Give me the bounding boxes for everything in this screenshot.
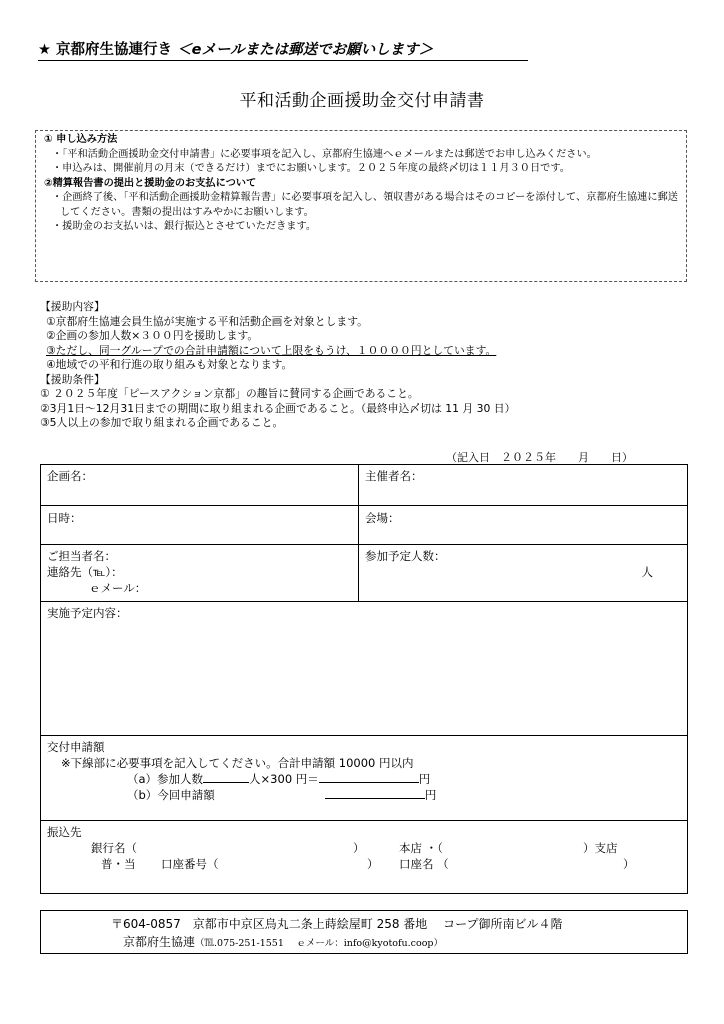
account-number-close: ） [367,857,379,871]
howto-heading-2: ②精算報告書の提出と援助金のお支払について [44,177,257,189]
account-type-label[interactable]: 普・当 [101,857,136,871]
footer-contact: （℡.075-251-1551 ｅメール：info@kyotofu.coop） [195,938,443,949]
notice-prefix: ★ 京都府生協連行き [38,42,178,58]
grant-b-yen: 円 [424,788,437,802]
footer-address: 〒604-0857 京都市中京区烏丸二条上蒔絵屋町 258 番地 コープ御所南ビル４階 [111,917,563,931]
contact-field[interactable] [41,545,358,601]
datetime-label: 日時： [47,511,82,525]
request-amount-blank[interactable] [325,787,425,799]
grant-heading: 交付申請額 [47,740,105,754]
bank-row-2 [47,856,683,872]
venue-field[interactable] [359,507,689,544]
support-condition-2: ②3月1日～12月31日までの期間に取り組まれる企画であること。（最終申込〆切は 11 月 30 日） [40,401,516,415]
howto-bullet-1: ・「平和活動企画援助金交付申請書」に必要事項を記入し、京都府生協連へｅメールまたは郵送でお申し込みください。 [52,148,597,160]
participant-count-blank[interactable] [203,771,249,783]
form-row-divider [41,505,687,506]
organizer-field[interactable] [359,465,689,505]
account-number-label[interactable]: 口座番号（ [161,857,219,871]
participants-unit: 人 [641,565,653,579]
account-name-close: ） [623,857,635,871]
howto-bullet-3: ・企画終了後、「平和活動企画援助金精算報告書」に必要事項を記入し、領収書がある場合はそのコピーを添付して、京都府生協連に郵送してください。書類の提出はすみやかにお願いします。 [52,192,678,218]
grant-a-yen: 円 [418,772,431,786]
application-instructions [35,130,687,282]
notice-method: ＜eメールまたは郵送でお願いします＞ [177,42,434,58]
calculated-amount-blank[interactable] [319,771,419,783]
venue-label: 会場： [365,511,400,525]
bank-name-close: ） [353,841,365,855]
support-details [40,300,700,431]
branch-label[interactable]: 本店 ・（ [399,841,443,855]
grant-a-label: （a）参加人数 [127,772,204,786]
bank-name-label[interactable]: 銀行名（ [91,841,137,855]
support-content-heading: 【援助内容】 [40,300,105,313]
support-content-3: ③ただし、同一グループでの合計申請額について上限をもうけ、１００００円としています。 [46,343,497,357]
support-content-1: ①京都府生協連会員生協が実施する平和活動企画を対象とします。 [46,314,368,328]
contact-email-label: ｅメール： [89,581,147,595]
plan-content-field[interactable] [41,602,689,735]
account-name-label[interactable]: 口座名 （ [399,857,449,871]
entry-date-field[interactable]: （記入日 ２０２５年 月 日） [446,451,633,464]
bank-row-1 [47,840,683,856]
grant-amount-section [41,736,689,820]
organizer-label: 主催者名： [365,469,423,483]
grant-b-label: （b）今回申請額 [127,788,215,802]
support-content-4: ④地域での平和行進の取り組みも対象となります。 [46,358,293,371]
page-title: 平和活動企画援助金交付申請書 [239,91,485,111]
application-form-table [40,464,688,894]
support-condition-3: ③5人以上の参加で取り組まれる企画であること。 [40,416,284,429]
datetime-field[interactable] [41,507,358,544]
howto-bullet-2: ・申込みは、開催前月の月末（できるだけ）までにお願いします。２０２５年度の最終〆切は１１月３０日です。 [52,163,570,174]
contact-person-label: ご担当者名： [47,549,116,563]
bank-heading: 振込先 [47,825,82,839]
participants-field[interactable] [359,545,689,601]
plan-name-field[interactable] [41,465,358,505]
footer-org: 京都府生協連 [123,935,196,949]
plan-content-label: 実施予定内容： [47,606,128,620]
grant-a-mid: 人×300 円＝ [249,772,319,786]
contact-tel-label: 連絡先（℡）： [47,565,123,579]
support-conditions-heading: 【援助条件】 [40,372,105,386]
participants-label: 参加予定人数： [365,549,446,563]
plan-name-label: 企画名： [47,469,93,483]
howto-heading-1: ① 申し込み方法 [44,134,118,145]
grant-row-b [47,787,683,803]
grant-row-a [47,771,683,787]
branch-suffix: ）支店 [583,841,618,855]
howto-bullet-4: ・援助金のお支払いは、銀行振込とさせていただきます。 [52,221,317,232]
submission-notice [38,38,528,61]
support-condition-1: ① ２０２５年度「ピースアクション京都」の趣旨に賛同する企画であること。 [40,387,419,400]
support-content-2: ②企画の参加人数×３００円を援助します。 [46,329,259,342]
footer-contact-line [123,933,443,950]
footer-address-box [40,910,688,954]
grant-note: ※下線部に必要事項を記入してください。合計申請額 10000 円以内 [61,756,414,770]
bank-transfer-section [41,821,689,893]
